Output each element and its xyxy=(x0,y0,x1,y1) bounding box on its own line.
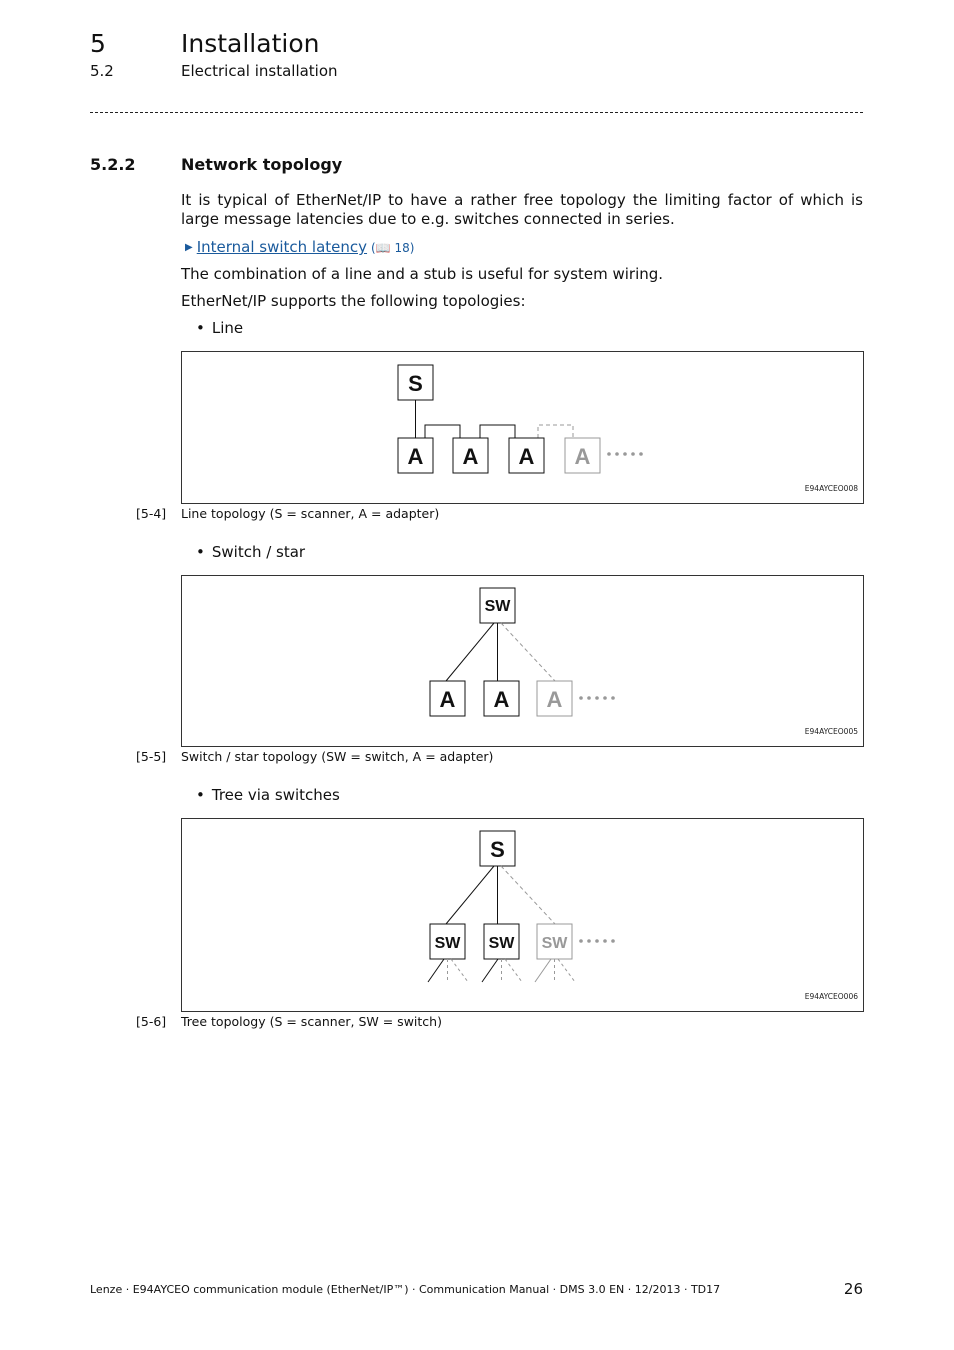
header-divider xyxy=(90,112,863,113)
adapter-node-2: A xyxy=(462,444,479,469)
scanner-node: S xyxy=(408,371,423,396)
adapter-node-2: A xyxy=(493,687,510,712)
switch-node-2: SW xyxy=(488,935,515,952)
cross-reference[interactable] xyxy=(185,238,414,256)
adapter-node-more: A xyxy=(546,687,563,712)
figure-caption: Switch / star topology (SW = switch, A = adapter) xyxy=(181,749,494,764)
figure-code: E94AYCEO006 xyxy=(804,992,858,1001)
page-reference-number: 18 xyxy=(394,241,410,255)
intro-paragraph: It is typical of EtherNet/IP to have a rather free topology the limiting factor of which is large message latencies due to e.g. switches connected in series. xyxy=(181,191,863,228)
figure-number: [5-6] xyxy=(136,1014,167,1029)
switch-node-more: SW xyxy=(541,935,568,952)
bullet-line-label: Line xyxy=(211,319,244,337)
star-topology-diagram xyxy=(182,576,863,746)
figure-number: [5-5] xyxy=(136,749,167,764)
figure-tree-topology xyxy=(181,818,864,1012)
bullet-switch-star-label: Switch / star xyxy=(211,543,306,561)
bullet-tree: • Tree via switches xyxy=(196,786,340,804)
bullet-line: • Line xyxy=(196,319,244,337)
adapter-node-3: A xyxy=(518,444,535,469)
figure-line-topology xyxy=(181,351,864,504)
switch-node: SW xyxy=(484,598,511,615)
switch-node-1: SW xyxy=(434,935,461,952)
subsection-title: Network topology xyxy=(181,155,343,174)
chapter-number: 5 xyxy=(90,29,106,58)
figure-star-topology xyxy=(181,575,864,747)
tree-topology-diagram xyxy=(182,819,863,1011)
wiring-paragraph: The combination of a line and a stub is useful for system wiring. xyxy=(181,265,664,283)
section-title: Electrical installation xyxy=(181,62,338,80)
topologies-paragraph: EtherNet/IP supports the following topologies: xyxy=(181,292,526,310)
figure-code: E94AYCEO005 xyxy=(804,727,858,736)
internal-switch-latency-link[interactable]: Internal switch latency xyxy=(196,238,368,256)
adapter-node-1: A xyxy=(439,687,456,712)
book-icon: 📖 xyxy=(375,241,391,255)
figure-number: [5-4] xyxy=(136,506,167,521)
figure-code: E94AYCEO008 xyxy=(804,484,858,493)
chapter-title: Installation xyxy=(181,29,320,58)
line-topology-diagram xyxy=(182,352,863,503)
page-number: 26 xyxy=(843,1280,863,1298)
adapter-node-more: A xyxy=(574,444,591,469)
page-reference[interactable]: (📖 18) xyxy=(371,241,415,255)
bullet-tree-label: Tree via switches xyxy=(211,786,340,804)
adapter-node-1: A xyxy=(407,444,424,469)
figure-caption: Tree topology (S = scanner, SW = switch) xyxy=(181,1014,442,1029)
section-number: 5.2 xyxy=(90,62,114,80)
scanner-node: S xyxy=(490,837,505,862)
figure-caption: Line topology (S = scanner, A = adapter) xyxy=(181,506,440,521)
link-arrow-icon: ▶ xyxy=(185,242,193,253)
subsection-number: 5.2.2 xyxy=(90,155,136,174)
footer-text: Lenze · E94AYCEO communication module (EtherNet/IP™) · Communication Manual · DMS 3.0 EN · 12/2013 · TD17 xyxy=(90,1283,721,1296)
bullet-switch-star: • Switch / star xyxy=(196,543,306,561)
